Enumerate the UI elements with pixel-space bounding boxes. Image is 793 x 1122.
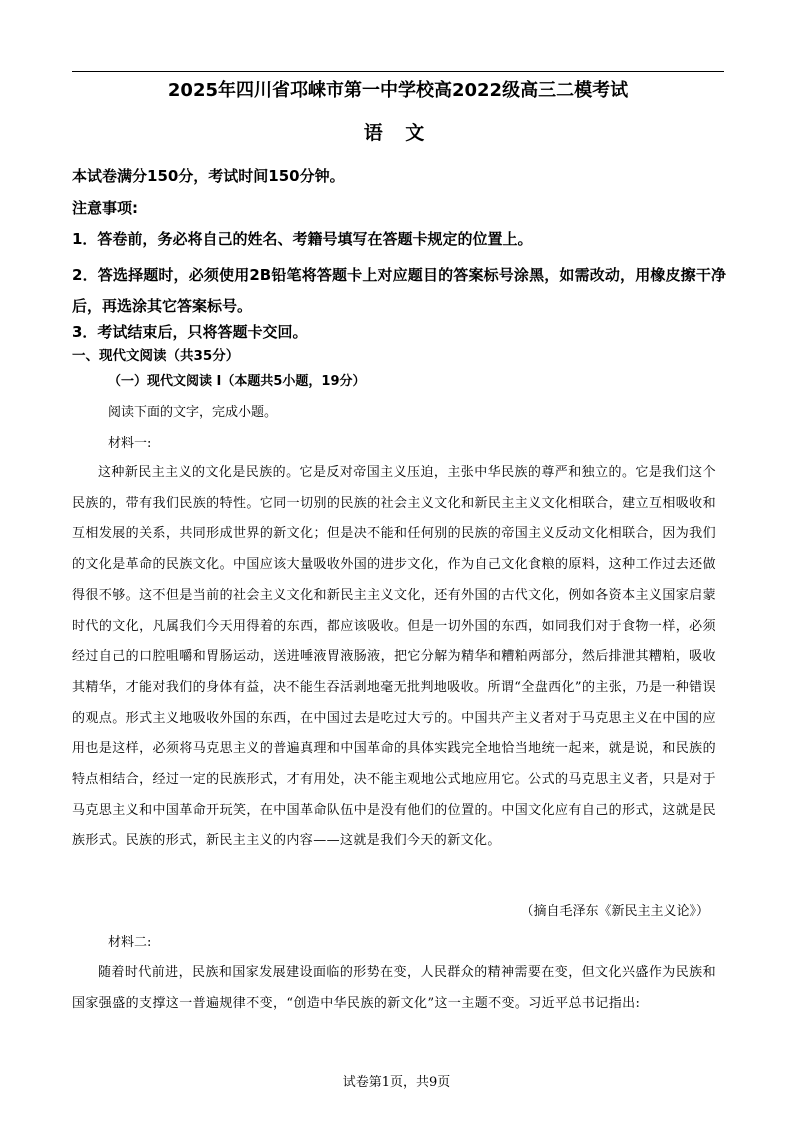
page-number: 试卷第1页，共9页 xyxy=(342,1075,451,1090)
material-paragraph: 这种新民主主义的文化是民族的。它是反对帝国主义压迫，主张中华民族的尊严和独立的。它是我们这个民族的，带有我们民族的特性。它同一切别的民族的社会主义文化和新民主主义文化相联合，建立互相吸收和互相发展的关系，共同形成世界的新文化；但是决不能和任何别的民族的帝国主义反动文化相联合，因为我们的文化是革命的民族文化。中国应该大量吸收外国的进步文化，作为自己文化食粮的原料，这种工作过去还做得很不够。这不但是当前的社会主义文化和新民主主义文化，还有外国的古代文化，例如各资本主义国家启蒙时代的文化，凡属我们今天用得着的东西，都应该吸收。但是一切外国的东西，如同我们对于食物一样，必须经过自己的口腔咀嚼和胃肠运动，送进唾液胃液肠液，把它分解为精华和糟粕两部分，然后排泄其糟粕，吸收其精华，才能对我们的身体有益，决不能生吞活剥地毫无批判地吸收。所谓“全盘西化”的主张，乃是一种错误的观点。形式主义地吸收外国的东西，在中国过去是吃过大亏的。中国共产主义者对于马克思主义在中国的应用也是这样，必须将马克思主义的普遍真理和中国革命的具体实践完全地恰当地统一起来，就是说，和民族的特点相结合，经过一定的民族形式，才有用处，决不能主观地公式地应用它。公式的马克思主义者，只是对于马克思主义和中国革命开玩笑，在中国革命队伍中是没有他们的位置的。中国文化应有自己的形式，这就是民族形式。民族的形式，新民主主义的内容——这就是我们今天的新文化。 xyxy=(72,465,716,849)
exam-title: 2025年四川省邛崃市第一中学校高2022级高三二模考试 xyxy=(167,80,629,101)
source-credit: （摘自毛泽东《新民主主义论》） xyxy=(520,904,709,919)
material-paragraph: 随着时代前进，民族和国家发展建设面临的形势在变，人民群众的精神需要在变，但文化兴盛作为民族和国家强盛的支撑这一普遍规律不变，“创造中华民族的新文化”这一主题不变。习近平总书记指出: xyxy=(72,965,716,1011)
score-line: 本试卷满分150分，考试时间150分钟。 xyxy=(72,167,345,185)
notice-label: 注意事项: xyxy=(72,199,138,217)
notice-item: 2．答选择题时，必须使用2B铅笔将答题卡上对应题目的答案标号涂黑，如需改动，用橡皮擦干净后，再选涂其它答案标号。 xyxy=(72,266,726,315)
directions-text: 阅读下面的文字，完成小题。 xyxy=(108,405,278,420)
notice-item: 1．答卷前，务必将自己的姓名、考籍号填写在答题卡规定的位置上。 xyxy=(72,230,533,248)
header-rule xyxy=(72,71,724,72)
material-label: 材料二: xyxy=(108,935,152,950)
section-heading: 一、现代文阅读（共35分） xyxy=(72,348,240,364)
subsection-heading: （一）现代文阅读 I（本题共5小题，19分） xyxy=(108,374,366,389)
material-label: 材料一: xyxy=(108,436,152,451)
notice-item: 3．考试结束后，只将答题卡交回。 xyxy=(72,323,308,341)
subject-title: 语 文 xyxy=(363,122,433,144)
